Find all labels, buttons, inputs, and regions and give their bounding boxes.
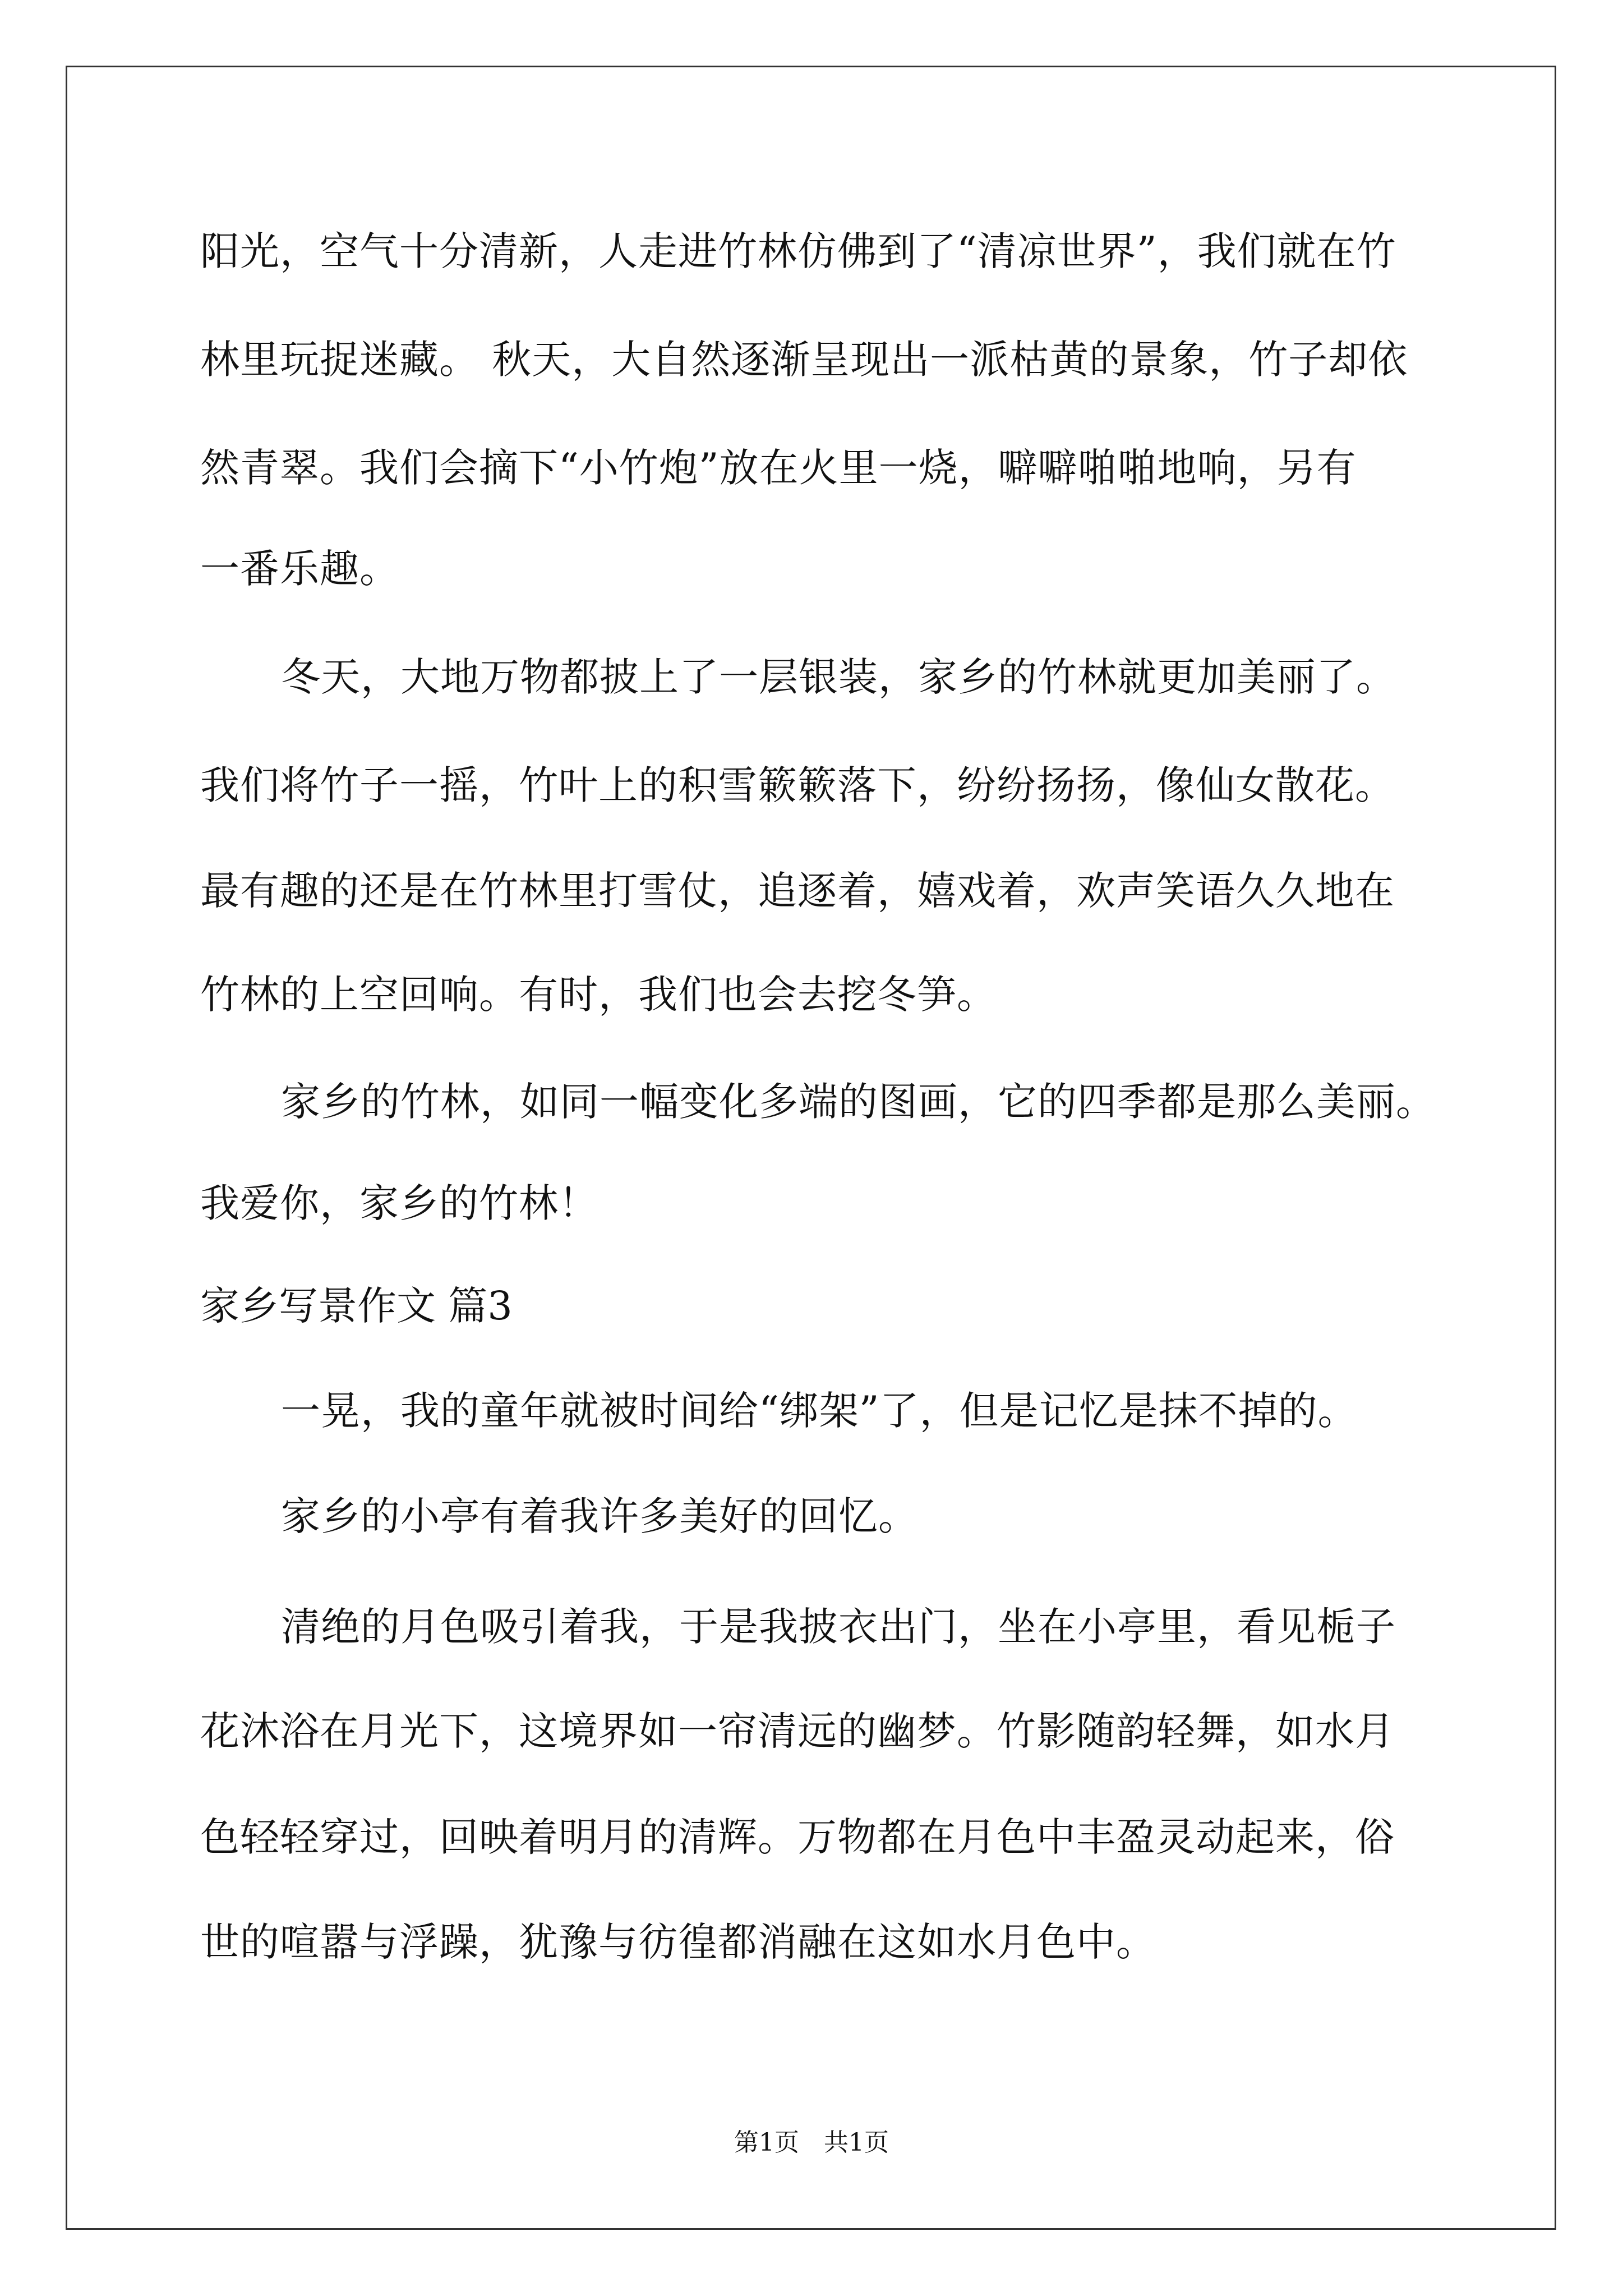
text-line: 我们将竹子一摇，竹叶上的积雪簌簌落下，纷纷扬扬，像仙女散花。 — [200, 762, 1395, 808]
paragraph-line: 家乡的竹林，如同一幅变化多端的图画，它的四季都是那么美丽。 — [281, 1079, 1436, 1125]
page-footer: 第1页 共1页 — [734, 2128, 889, 2157]
page-border — [66, 66, 1556, 2230]
text-line: 一番乐趣。 — [200, 546, 399, 592]
text-line: 然青翠。我们会摘下“小竹炮”放在火里一烧，噼噼啪啪地响，另有 — [200, 445, 1357, 491]
paragraph-line: 家乡的小亭有着我许多美好的回忆。 — [281, 1493, 918, 1539]
paragraph-line: 冬天，大地万物都披上了一层银装，家乡的竹林就更加美丽了。 — [281, 654, 1396, 700]
text-line: 花沐浴在月光下，这境界如一帘清远的幽梦。竹影随韵轻舞，如水月 — [200, 1708, 1395, 1754]
text-line: 色轻轻穿过，回映着明月的清辉。万物都在月色中丰盈灵动起来，俗 — [200, 1814, 1395, 1860]
text-line: 世的喧嚣与浮躁，犹豫与彷徨都消融在这如水月色中。 — [200, 1919, 1156, 1965]
text-line: 最有趣的还是在竹林里打雪仗，追逐着，嬉戏着，欢声笑语久久地在 — [200, 868, 1395, 914]
section-heading: 家乡写景作文 篇3 — [200, 1283, 513, 1329]
text-line: 阳光，空气十分清新，人走进竹林仿佛到了“清凉世界”，我们就在竹 — [200, 228, 1396, 274]
text-line: 竹林的上空回响。有时，我们也会去挖冬笋。 — [200, 972, 997, 1018]
text-line: 我爱你，家乡的竹林！ — [200, 1180, 598, 1226]
paragraph-line: 一晃，我的童年就被时间给“绑架”了，但是记忆是抹不掉的。 — [281, 1388, 1358, 1434]
text-line: 林里玩捉迷藏。 秋天，大自然逐渐呈现出一派枯黄的景象，竹子却依 — [200, 337, 1408, 383]
paragraph-line: 清绝的月色吸引着我，于是我披衣出门，坐在小亭里，看见栀子 — [281, 1604, 1396, 1650]
